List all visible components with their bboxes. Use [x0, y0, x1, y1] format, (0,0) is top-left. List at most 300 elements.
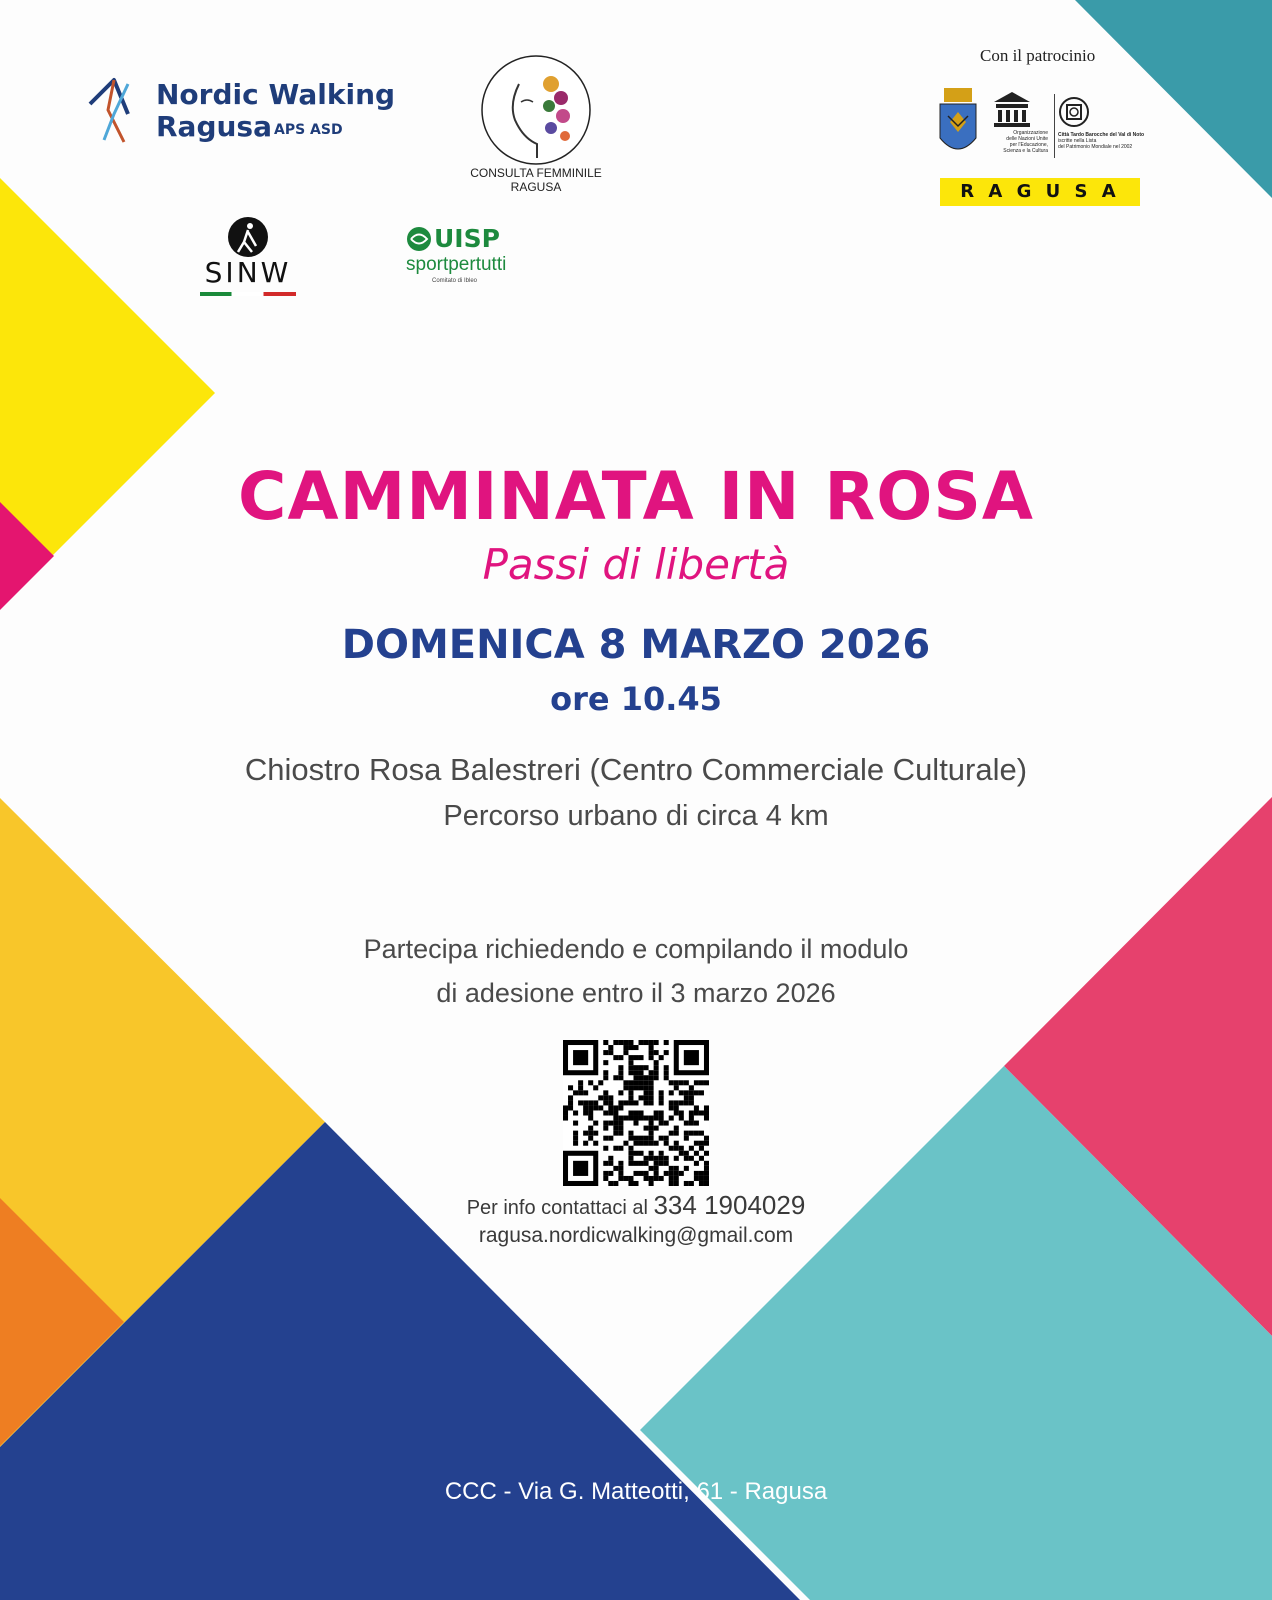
qr-module [613, 1146, 618, 1151]
qr-module [664, 1065, 669, 1070]
qr-module [608, 1045, 613, 1050]
qr-module [639, 1116, 644, 1121]
qr-module [633, 1121, 638, 1126]
qr-module [649, 1050, 654, 1055]
qr-module [608, 1121, 613, 1126]
qr-module [704, 1161, 709, 1166]
qr-module [618, 1105, 623, 1110]
qr-module [588, 1126, 593, 1131]
qr-module [649, 1090, 654, 1095]
qr-module [644, 1171, 649, 1176]
qr-module [684, 1100, 689, 1105]
qr-module [603, 1146, 608, 1151]
qr-module [684, 1090, 689, 1095]
qr-module [633, 1161, 638, 1166]
qr-module [664, 1141, 669, 1146]
qr-module [659, 1100, 664, 1105]
qr-module [679, 1090, 684, 1095]
qr-module [669, 1105, 674, 1110]
qr-module [628, 1085, 633, 1090]
qr-module [704, 1105, 709, 1110]
qr-module [588, 1136, 593, 1141]
qr-module [674, 1141, 679, 1146]
qr-module [669, 1131, 674, 1136]
qr-module [613, 1166, 618, 1171]
qr-module [654, 1171, 659, 1176]
qr-module [679, 1146, 684, 1151]
qr-module [568, 1105, 573, 1110]
qr-module [649, 1095, 654, 1100]
event-title: CAMMINATA IN ROSA [238, 458, 1034, 535]
qr-module [689, 1095, 694, 1100]
qr-module [689, 1121, 694, 1126]
qr-module [603, 1090, 608, 1095]
qr-module [659, 1176, 664, 1181]
qr-module [704, 1181, 709, 1186]
nordic-walking-suffix: APS ASD [274, 122, 343, 138]
qr-module [644, 1100, 649, 1105]
qr-module [659, 1151, 664, 1156]
qr-module [674, 1181, 679, 1186]
qr-module [628, 1095, 633, 1100]
qr-module [654, 1176, 659, 1181]
qr-module [613, 1055, 618, 1060]
qr-module [684, 1166, 689, 1171]
qr-module [628, 1060, 633, 1065]
qr-module [603, 1075, 608, 1080]
qr-module [633, 1075, 638, 1080]
qr-module [649, 1166, 654, 1171]
uisp-globe-icon [406, 226, 432, 252]
qr-module [664, 1075, 669, 1080]
qr-module [659, 1055, 664, 1060]
uisp-tagline: sportpertutti [406, 254, 507, 275]
qr-module [628, 1090, 633, 1095]
qr-module [628, 1146, 633, 1151]
qr-module [633, 1151, 638, 1156]
qr-module [603, 1100, 608, 1105]
qr-module [623, 1176, 628, 1181]
qr-module [694, 1141, 699, 1146]
nordic-walking-line2: Ragusa [156, 110, 272, 143]
ragusa-coat-of-arms-icon [936, 86, 980, 162]
qr-module [608, 1156, 613, 1161]
qr-module [654, 1161, 659, 1166]
phone-number[interactable]: 334 1904029 [653, 1190, 806, 1220]
qr-module [649, 1141, 654, 1146]
qr-module [613, 1121, 618, 1126]
qr-module [699, 1090, 704, 1095]
qr-module [613, 1181, 618, 1186]
qr-module [593, 1121, 598, 1126]
heritage-text-line: del Patrimonio Mondiale nel 2002 [1058, 144, 1133, 150]
qr-module [669, 1090, 674, 1095]
qr-module [649, 1136, 654, 1141]
qr-module [568, 1085, 573, 1090]
qr-module [633, 1181, 638, 1186]
unesco-temple-icon [992, 90, 1032, 128]
qr-module [644, 1161, 649, 1166]
nordic-walking-line1: Nordic Walking [156, 78, 396, 111]
qr-module [649, 1075, 654, 1080]
qr-module [699, 1110, 704, 1115]
heritage-text [1058, 132, 1148, 150]
qr-module [704, 1110, 709, 1115]
qr-module [654, 1040, 659, 1045]
qr-module [684, 1151, 689, 1156]
qr-module [664, 1070, 669, 1075]
qr-module [649, 1151, 654, 1156]
qr-module [659, 1116, 664, 1121]
qr-module [618, 1146, 623, 1151]
qr-module [659, 1110, 664, 1115]
qr-module [694, 1171, 699, 1176]
qr-module [623, 1045, 628, 1050]
qr-module [674, 1100, 679, 1105]
qr-module [623, 1100, 628, 1105]
qr-module [593, 1131, 598, 1136]
qr-module [679, 1151, 684, 1156]
qr-module [578, 1080, 583, 1085]
qr-module [684, 1136, 689, 1141]
qr-module [644, 1176, 649, 1181]
qr-module [588, 1131, 593, 1136]
qr-module [699, 1176, 704, 1181]
qr-module [689, 1085, 694, 1090]
qr-module [618, 1116, 623, 1121]
qr-module [704, 1136, 709, 1141]
heritage-text-line: iscritte nella Lista [1058, 138, 1097, 144]
qr-module [623, 1085, 628, 1090]
qr-module [699, 1171, 704, 1176]
qr-module [669, 1176, 674, 1181]
ragusa-banner [940, 178, 1140, 206]
qr-module [608, 1095, 613, 1100]
qr-module [628, 1065, 633, 1070]
qr-module [699, 1146, 704, 1151]
qr-module [684, 1095, 689, 1100]
qr-module [608, 1171, 613, 1176]
qr-module [694, 1080, 699, 1085]
event-route: Percorso urbano di circa 4 km [443, 800, 829, 832]
qr-module [603, 1050, 608, 1055]
qr-module [633, 1110, 638, 1115]
contact-email[interactable]: ragusa.nordicwalking@gmail.com [478, 1224, 794, 1247]
qr-module [633, 1116, 638, 1121]
qr-module [639, 1085, 644, 1090]
qr-module [603, 1171, 608, 1176]
qr-module [644, 1040, 649, 1045]
qr-module [618, 1131, 623, 1136]
qr-module [649, 1181, 654, 1186]
qr-module [583, 1110, 588, 1115]
sinw-logo [196, 216, 300, 300]
qr-module [628, 1176, 633, 1181]
qr-module [623, 1141, 628, 1146]
qr-module [573, 1141, 578, 1146]
qr-module [644, 1095, 649, 1100]
qr-module [654, 1116, 659, 1121]
qr-module [639, 1055, 644, 1060]
consulta-line2: RAGUSA [510, 180, 562, 194]
qr-module [674, 1126, 679, 1131]
qr-module [704, 1080, 709, 1085]
qr-module [664, 1040, 669, 1045]
qr-module [618, 1126, 623, 1131]
qr-module [633, 1100, 638, 1105]
qr-module [639, 1141, 644, 1146]
qr-module [573, 1121, 578, 1126]
qr-module [633, 1055, 638, 1060]
heritage-text-line: Città Tardo Barocche del Val di Noto [1058, 132, 1145, 138]
qr-module [578, 1090, 583, 1095]
qr-module [578, 1100, 583, 1105]
qr-module [608, 1050, 613, 1055]
qr-module [628, 1116, 633, 1121]
qr-module [613, 1105, 618, 1110]
qr-module [608, 1161, 613, 1166]
qr-module [689, 1116, 694, 1121]
qr-module [628, 1100, 633, 1105]
qr-module [694, 1131, 699, 1136]
qr-module [679, 1100, 684, 1105]
qr-module [644, 1080, 649, 1085]
qr-module [618, 1100, 623, 1105]
qr-module [689, 1181, 694, 1186]
qr-module [659, 1095, 664, 1100]
qr-module [603, 1060, 608, 1065]
qr-module [628, 1131, 633, 1136]
consulta-femminile-logo [458, 54, 614, 194]
qr-module [704, 1141, 709, 1146]
qr-module [679, 1171, 684, 1176]
qr-module [628, 1040, 633, 1045]
qr-module [639, 1040, 644, 1045]
qr-module [694, 1176, 699, 1181]
qr-module [613, 1116, 618, 1121]
qr-module [588, 1110, 593, 1115]
qr-module [674, 1131, 679, 1136]
qr-module [674, 1085, 679, 1090]
qr-module [649, 1070, 654, 1075]
qr-module [628, 1055, 633, 1060]
qr-module [639, 1171, 644, 1176]
unesco-text-line: per l'Educazione, [1009, 142, 1048, 148]
qr-module [679, 1110, 684, 1115]
qr-module [689, 1146, 694, 1151]
qr-module [608, 1105, 613, 1110]
qr-module [689, 1090, 694, 1095]
qr-module [704, 1151, 709, 1156]
qr-module [664, 1156, 669, 1161]
qr-module [633, 1070, 638, 1075]
qr-module [593, 1100, 598, 1105]
qr-module [613, 1040, 618, 1045]
qr-module [633, 1065, 638, 1070]
qr-module [704, 1116, 709, 1121]
qr-module [664, 1171, 669, 1176]
qr-module [684, 1121, 689, 1126]
qr-module [679, 1080, 684, 1085]
qr-module [618, 1055, 623, 1060]
qr-module [573, 1110, 578, 1115]
qr-module [699, 1156, 704, 1161]
qr-module [628, 1161, 633, 1166]
qr-module [593, 1105, 598, 1110]
qr-module [603, 1126, 608, 1131]
qr-module [669, 1146, 674, 1151]
qr-module [573, 1161, 588, 1176]
qr-module [689, 1100, 694, 1105]
qr-module [684, 1156, 689, 1161]
event-location: Chiostro Rosa Balestreri (Centro Commerciale Culturale) [244, 752, 1028, 787]
qr-module [664, 1121, 669, 1126]
qr-module [649, 1040, 654, 1045]
qr-module [694, 1161, 699, 1166]
qr-module [608, 1110, 613, 1115]
sinw-flag-stripe [200, 292, 296, 296]
event-subtitle: Passi di libertà [482, 540, 790, 589]
qr-module [704, 1166, 709, 1171]
uisp-logo [406, 224, 526, 288]
qr-module [644, 1075, 649, 1080]
qr-module [603, 1176, 608, 1181]
qr-module [639, 1110, 644, 1115]
qr-module [633, 1085, 638, 1090]
qr-module [573, 1050, 588, 1065]
qr-module [674, 1110, 679, 1115]
uisp-brand: UISP [434, 224, 500, 253]
qr-module [654, 1075, 659, 1080]
qr-module [639, 1161, 644, 1166]
qr-module [623, 1040, 628, 1045]
qr-module [694, 1110, 699, 1115]
ragusa-banner-text: R A G U S A [960, 181, 1120, 202]
qr-module [628, 1151, 633, 1156]
qr-module [654, 1166, 659, 1171]
world-heritage-emblem-icon [1058, 96, 1090, 128]
qr-module [654, 1065, 659, 1070]
event-address: CCC - Via G. Matteotti, 61 - Ragusa [444, 1478, 828, 1505]
qr-module [633, 1171, 638, 1176]
nordic-walker-silhouette-icon [226, 216, 270, 258]
woman-profile-icon [479, 54, 593, 166]
qr-module [699, 1080, 704, 1085]
qr-module [628, 1110, 633, 1115]
unesco-text [976, 130, 1048, 154]
qr-module [654, 1060, 659, 1065]
qr-module [639, 1136, 644, 1141]
qr-module [649, 1045, 654, 1050]
qr-module [618, 1065, 623, 1070]
qr-module [649, 1100, 654, 1105]
qr-module [654, 1156, 659, 1161]
qr-module [689, 1131, 694, 1136]
qr-module [618, 1075, 623, 1080]
qr-module [674, 1171, 679, 1176]
qr-module [669, 1181, 674, 1186]
info-label: Per info contattaci al [466, 1197, 648, 1219]
qr-module [639, 1075, 644, 1080]
qr-module [588, 1105, 593, 1110]
qr-module [603, 1161, 608, 1166]
qr-module [563, 1116, 568, 1121]
qr-module [649, 1156, 654, 1161]
qr-module [603, 1095, 608, 1100]
qr-module [649, 1116, 654, 1121]
qr-module [618, 1090, 623, 1095]
qr-module [628, 1080, 633, 1085]
qr-module [583, 1131, 588, 1136]
qr-module [669, 1166, 674, 1171]
qr-module [618, 1040, 623, 1045]
qr-module [618, 1121, 623, 1126]
qr-module [583, 1141, 588, 1146]
qr-module [674, 1105, 679, 1110]
qr-module [623, 1050, 628, 1055]
walker-icon [88, 74, 146, 144]
qr-module [628, 1156, 633, 1161]
qr-module [694, 1090, 699, 1095]
unesco-text-line: Scienza e la Cultura [1003, 148, 1048, 154]
qr-module [694, 1151, 699, 1156]
qr-module [608, 1100, 613, 1105]
qr-module [649, 1121, 654, 1126]
qr-module [639, 1080, 644, 1085]
qr-module [684, 1080, 689, 1085]
qr-module [568, 1095, 573, 1100]
qr-module [628, 1045, 633, 1050]
qr-module [684, 1181, 689, 1186]
sinw-label: SINW [204, 256, 292, 289]
qr-module [583, 1105, 588, 1110]
qr-module [639, 1095, 644, 1100]
consulta-line1: CONSULTA FEMMINILE [470, 166, 602, 180]
nordic-walking-logo [88, 74, 418, 146]
qr-module [704, 1176, 709, 1181]
qr-module [633, 1136, 638, 1141]
qr-module [649, 1055, 654, 1060]
qr-module [674, 1166, 679, 1171]
qr-module [593, 1141, 598, 1146]
qr-module [654, 1126, 659, 1131]
qr-module [669, 1116, 674, 1121]
qr-module [578, 1085, 583, 1090]
qr-module [618, 1176, 623, 1181]
qr-module [659, 1121, 664, 1126]
qr-module [644, 1141, 649, 1146]
registration-qr-code[interactable] [563, 1040, 709, 1186]
qr-module [699, 1181, 704, 1186]
qr-module [603, 1110, 608, 1115]
qr-module [618, 1161, 623, 1166]
qr-module [618, 1171, 623, 1176]
qr-module [649, 1176, 654, 1181]
qr-module [664, 1161, 669, 1166]
qr-module [644, 1090, 649, 1095]
qr-module [659, 1090, 664, 1095]
qr-module [669, 1171, 674, 1176]
participation-line-2: di adesione entro il 3 marzo 2026 [436, 978, 836, 1008]
qr-module [644, 1085, 649, 1090]
qr-module [649, 1126, 654, 1131]
qr-module [684, 1050, 699, 1065]
qr-module [588, 1080, 593, 1085]
unesco-text-line: delle Nazioni Unite [1006, 136, 1048, 142]
qr-module [568, 1100, 573, 1105]
patronage-divider [1054, 94, 1055, 158]
qr-module [674, 1146, 679, 1151]
